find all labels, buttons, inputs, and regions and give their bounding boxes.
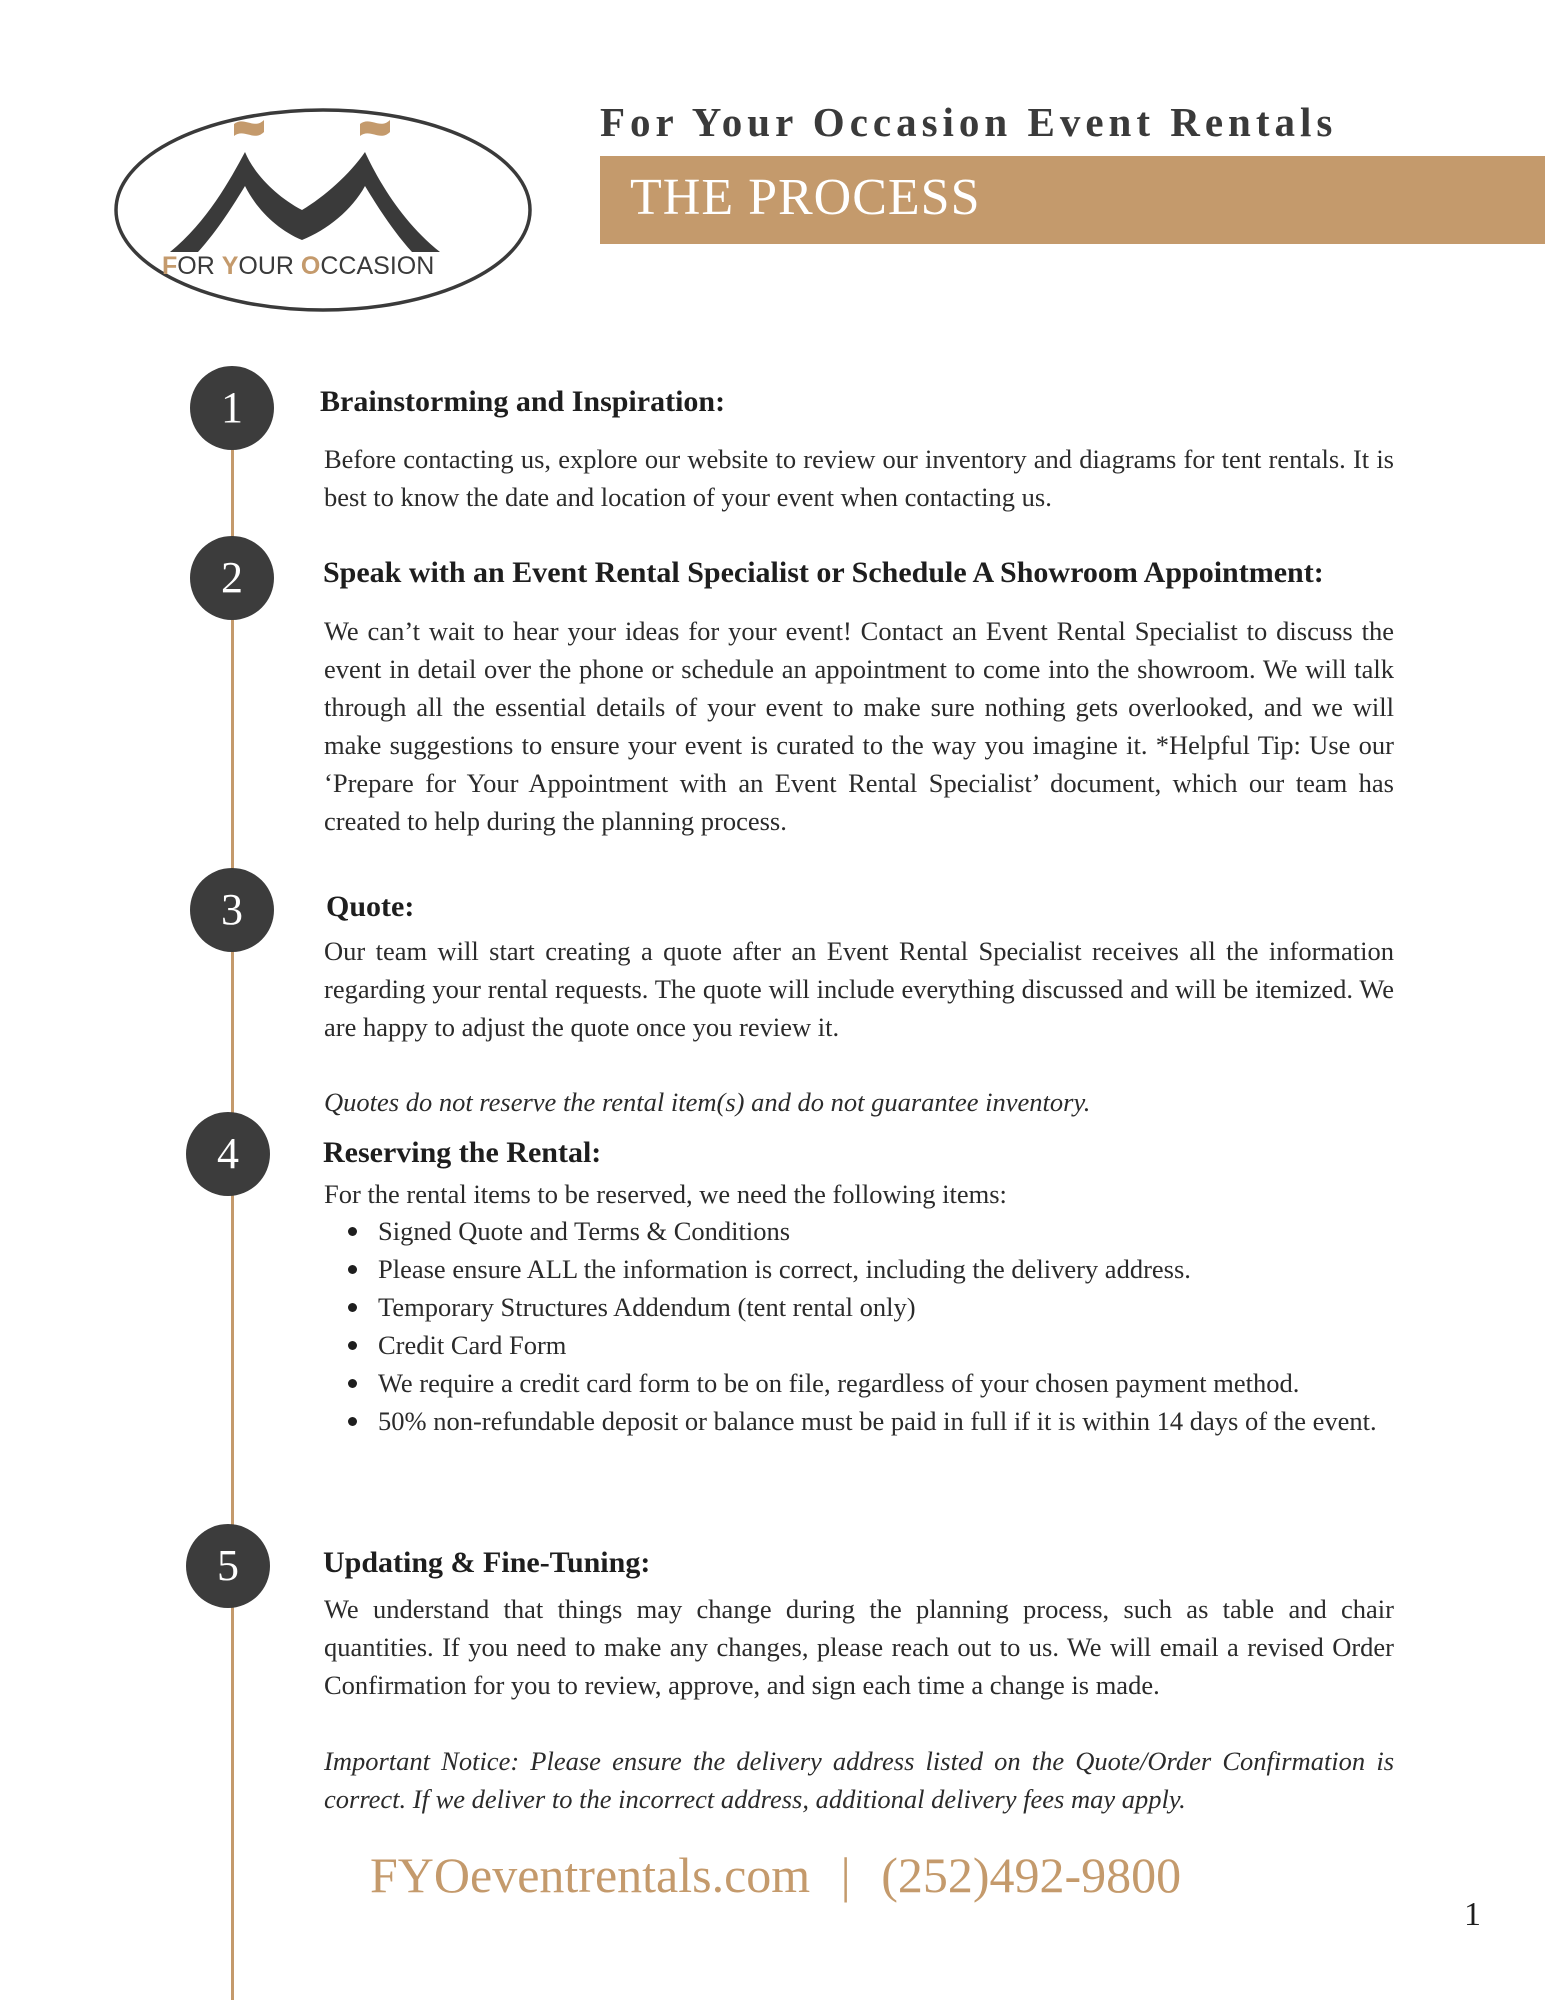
list-item-text: Signed Quote and Terms & Conditions (378, 1216, 791, 1246)
bullet-icon (348, 1265, 357, 1274)
step-5-body: We understand that things may change during the planning process, such as table and chair quantities. If you need to make any changes, please reach out to us. We will email a revised Order Confirmation for you to review, approve, and sign each time a change is made. (324, 1594, 1394, 1700)
step-4-heading: Reserving the Rental: (323, 1136, 602, 1169)
footer-separator: | (840, 1847, 851, 1903)
step-5-heading: Updating & Fine-Tuning: (323, 1546, 651, 1579)
step-2-heading: Speak with an Event Rental Specialist or Schedule A Showroom Appointment: (323, 556, 1324, 589)
logo-wordmark: FOR YOUR OCCASION (162, 252, 435, 280)
list-item (324, 1326, 1394, 1364)
step-5-notice (324, 1742, 1394, 1818)
footer-contact (370, 1846, 1181, 1904)
step-4-number-circle: 4 (186, 1112, 270, 1196)
company-logo (112, 102, 534, 318)
title-banner (600, 156, 1545, 244)
step-1-body: Before contacting us, explore our website to review our inventory and diagrams for tent rentals. It is best to know the date and location of your event when contacting us. (324, 444, 1394, 512)
tent-icon (170, 152, 440, 252)
left-flag-icon (234, 120, 264, 136)
step-3-heading: Quote: (326, 890, 415, 923)
page-title: THE PROCESS (630, 169, 981, 226)
step-1-number-circle: 1 (190, 366, 274, 450)
step-3-note: Quotes do not reserve the rental item(s) and do not guarantee inventory. (324, 1087, 1091, 1117)
website-link[interactable]: FYOeventrentals.com (370, 1847, 811, 1903)
step-4-bullet-list (324, 1212, 1394, 1440)
list-item (324, 1288, 1394, 1326)
list-item-text: Temporary Structures Addendum (tent rental only) (378, 1292, 916, 1322)
step-2-body: We can’t wait to hear your ideas for your event! Contact an Event Rental Specialist to discuss the event in detail over the phone or schedule an appointment to come into the showroom. We will talk through all the essential details of your event to make sure nothing gets overlooked, and we will make suggestions to ensure your event is curated to the way you imagine it. *Helpful Tip: Use our ‘Prepare for Your Appointment with an Event Rental Specialist’ document, which our team has created to help during the planning process. (324, 616, 1394, 836)
list-item (324, 1364, 1394, 1402)
list-item (324, 1402, 1394, 1440)
notice-lead: Important Notice: (324, 1746, 520, 1776)
list-item-text: Please ensure ALL the information is correct, including the delivery address. (378, 1254, 1191, 1284)
bullet-icon (348, 1227, 357, 1236)
bullet-icon (348, 1379, 357, 1388)
step-2-number-circle: 2 (190, 536, 274, 620)
phone-number[interactable]: (252)492-9800 (881, 1847, 1182, 1903)
bullet-icon (348, 1341, 357, 1350)
notice-text: Please ensure the delivery address listed on the Quote/Order Confirmation is correct. If we deliver to the incorrect address, additional delivery fees may apply. (324, 1746, 1395, 1814)
list-item (324, 1250, 1394, 1288)
list-item-text: Credit Card Form (378, 1330, 567, 1360)
step-1-heading: Brainstorming and Inspiration: (320, 385, 726, 418)
list-item (324, 1212, 1394, 1250)
right-flag-icon (360, 120, 390, 136)
step-3-number-circle: 3 (190, 868, 274, 952)
step-5-number-circle: 5 (186, 1524, 270, 1608)
company-name: For Your Occasion Event Rentals (600, 99, 1338, 145)
list-item-text: We require a credit card form to be on file, regardless of your chosen payment method. (378, 1368, 1300, 1398)
page-number: 1 (1464, 1896, 1481, 1933)
list-item-text: 50% non-refundable deposit or balance must be paid in full if it is within 14 days of the event. (378, 1406, 1377, 1436)
bullet-icon (348, 1303, 357, 1312)
step-3-body: Our team will start creating a quote after an Event Rental Specialist receives all the information regarding your rental requests. The quote will include everything discussed and will be itemized. We are happy to adjust the quote once you review it. (324, 936, 1394, 1042)
step-4-intro: For the rental items to be reserved, we need the following items: (324, 1179, 1007, 1209)
bullet-icon (348, 1417, 357, 1426)
